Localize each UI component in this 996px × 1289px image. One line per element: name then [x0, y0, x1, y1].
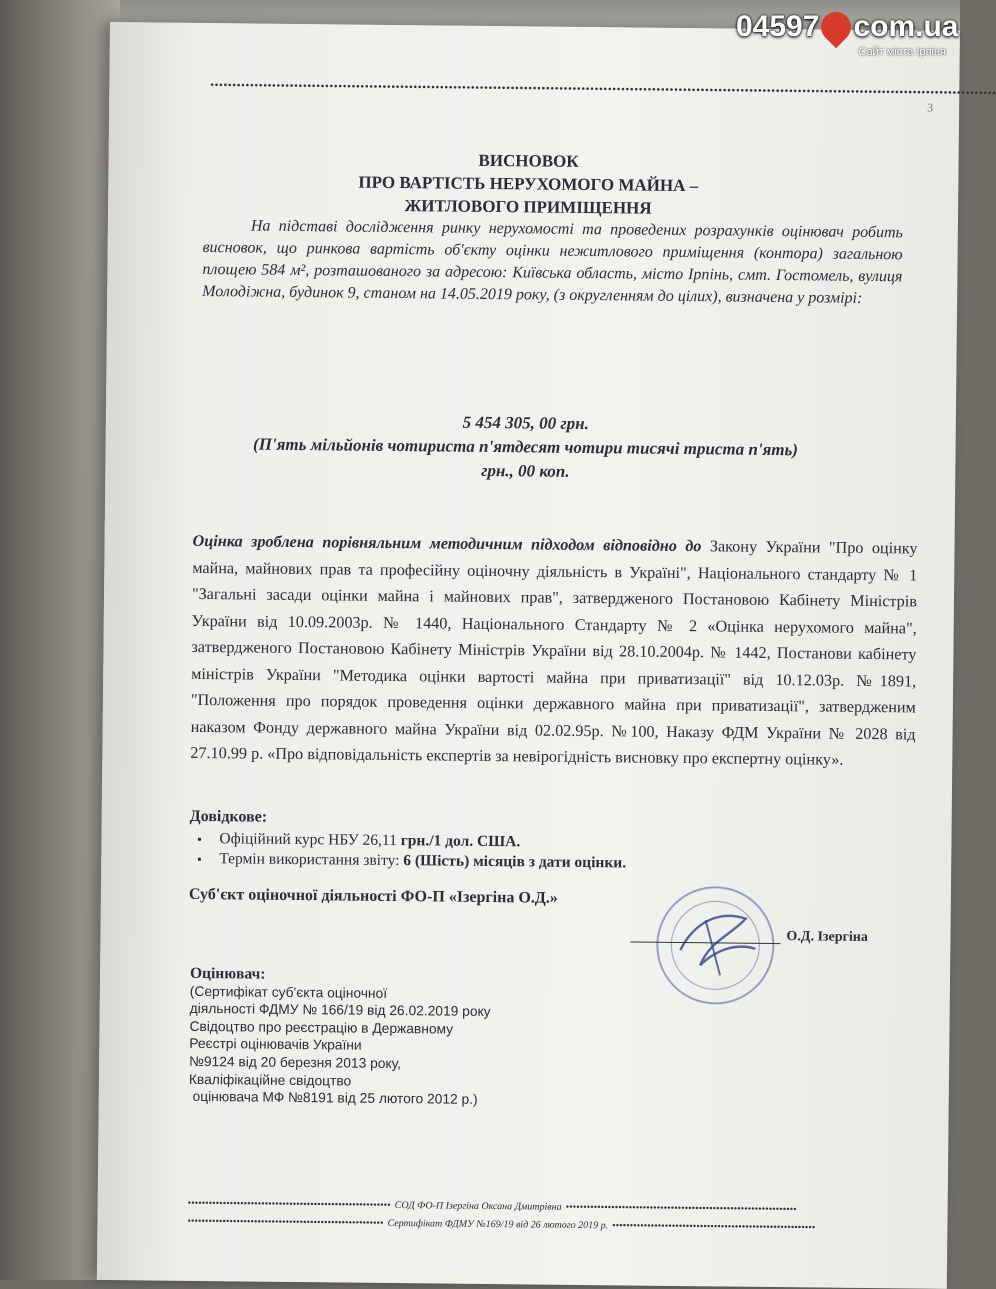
logo-text: 04597 com.ua: [736, 10, 958, 44]
amount-value: 5 454 305, 00 грн.: [462, 412, 590, 434]
map-pin-icon: [815, 6, 857, 48]
logo-tagline: Сайт міста Ірпіня: [858, 46, 946, 58]
title-line-2: ПРО ВАРТІСТЬ НЕРУХОМОГО МАЙНА –: [358, 172, 699, 196]
document-page: [97, 22, 996, 1289]
cert-line-2: діяльності ФДМУ № 166/19 від 26.02.2019 року: [189, 1001, 491, 1020]
cert-line-7: оцінювача МФ №8191 від 25 лютого 2012 р.): [188, 1089, 478, 1108]
amount-words-end: грн., 00 коп.: [481, 460, 570, 481]
title-line-1: ВИСНОВОК: [478, 150, 579, 171]
footer-line-1: •••••••••••••••••••••••••••••••••••••••••••••••••••••••••• СОД ФО-П Ізергіна Оксана Дмитрівна ••••••••••••••••••••••••••••••••••••••••••••••••••••••••••••••••••: [187, 1197, 797, 1216]
page-number: 3: [927, 100, 934, 115]
signature-name: О.Д. Ізергіна: [786, 929, 868, 945]
cert-line-1: (Сертифікат суб'єкта оціночної: [189, 983, 388, 1001]
reference-item-exchange-rate: ▪ Офіційний курс НБУ 26,11 грн./1 дол. США.: [219, 829, 889, 856]
cert-line-3: Свідоцтво про реєстрацію в Державному: [189, 1018, 454, 1037]
reference-item-validity: ▪ Термін використання звіту: 6 (Шість) місяців з дати оцінки.: [219, 849, 889, 876]
title-line-3: ЖИТЛОВОГО ПРИМІЩЕННЯ: [404, 196, 652, 218]
method-lead: Оцінка зроблена порівняльним методичним підходом відповідно до: [192, 531, 702, 556]
footer-line-2: •••••••••••••••••••••••••••••••••••••••••••••••••••••••• Сертифікат ФДМУ №169/19 від 26 лютого 2019 р. ••••••••••••••••••••••••••••••••••••••••••••••••••••••••••: [187, 1215, 816, 1234]
intro-paragraph: На підставі дослідження ринку нерухомості та проведених розрахунків оцінювач робить висновок, що ринкова вартість об'єкту оцінки нежитлового приміщення (контора) загальною площею 584 м², розташованого за адресою: Київська область, місто Ірпінь, смт. Гостомель, вулиця Молодіжна, будинок 9, станом на 14.05.2019 року, (з округленням до цілих), визначена у розмірі:: [202, 217, 903, 307]
reference-label: Довідкове:: [189, 807, 268, 826]
cert-line-4: Реєстрі оцінювачів України: [189, 1036, 362, 1054]
method-text: Закону України "Про оцінку майна, майнових прав та професійну оціночну діяльність в Україні", Національного стандарту № 1 "Загальні засади оцінки майна і майнових прав", затвердженого Постановою Кабінету Міністрів України від 10.09.2003р. № 1440, Національного Стандарту № 2 «Оцінка нерухомого майна", затвердженого Постановою Кабінету Міністрів України від 28.10.2004р. № 1442, Постанови кабінету міністрів України "Методика оцінки вартості майна при приватизації" від 10.12.03р. №1891, "Положення про порядок проведення оцінки державного майна при приватизації", затвердженим наказом Фонду державного майна України від 02.02.95р. №100, Наказу ФДМ України № 2028 від 27.10.99 р. «Про відповідальність експертів за невірогідність висновку про експертну оцінку».: [190, 537, 918, 769]
amount-words: (П'ять мільйонів чотириста п'ятдесят чотири тисячі триста п'ять): [253, 434, 799, 460]
appraiser-block: [189, 965, 491, 1109]
subject-line: Суб'єкт оціночної діяльності ФО-П «Ізергіна О.Д.»: [188, 885, 558, 907]
top-dotted-rule: ••••••••••••••••••••••••••••••••••••••••••••••••••••••••••••••••••••••••••••••••••••••••••••••••••••••••••••••••••••••••••••••••••••••••••••••••••••••••••••••••••••••••••••••••••: [209, 81, 996, 100]
cert-line-6: Кваліфікаційне свідоцтво: [188, 1071, 352, 1089]
seal-stamp: [650, 880, 781, 1011]
appraiser-label: Оцінювач:: [189, 964, 266, 983]
cert-line-5: №9124 від 20 березня 2013 року,: [189, 1053, 402, 1072]
method-paragraph: [190, 528, 917, 774]
site-logo[interactable]: [736, 10, 959, 70]
document-title: [228, 146, 829, 221]
reference-list: [189, 829, 889, 876]
valuation-amount: [205, 408, 846, 487]
